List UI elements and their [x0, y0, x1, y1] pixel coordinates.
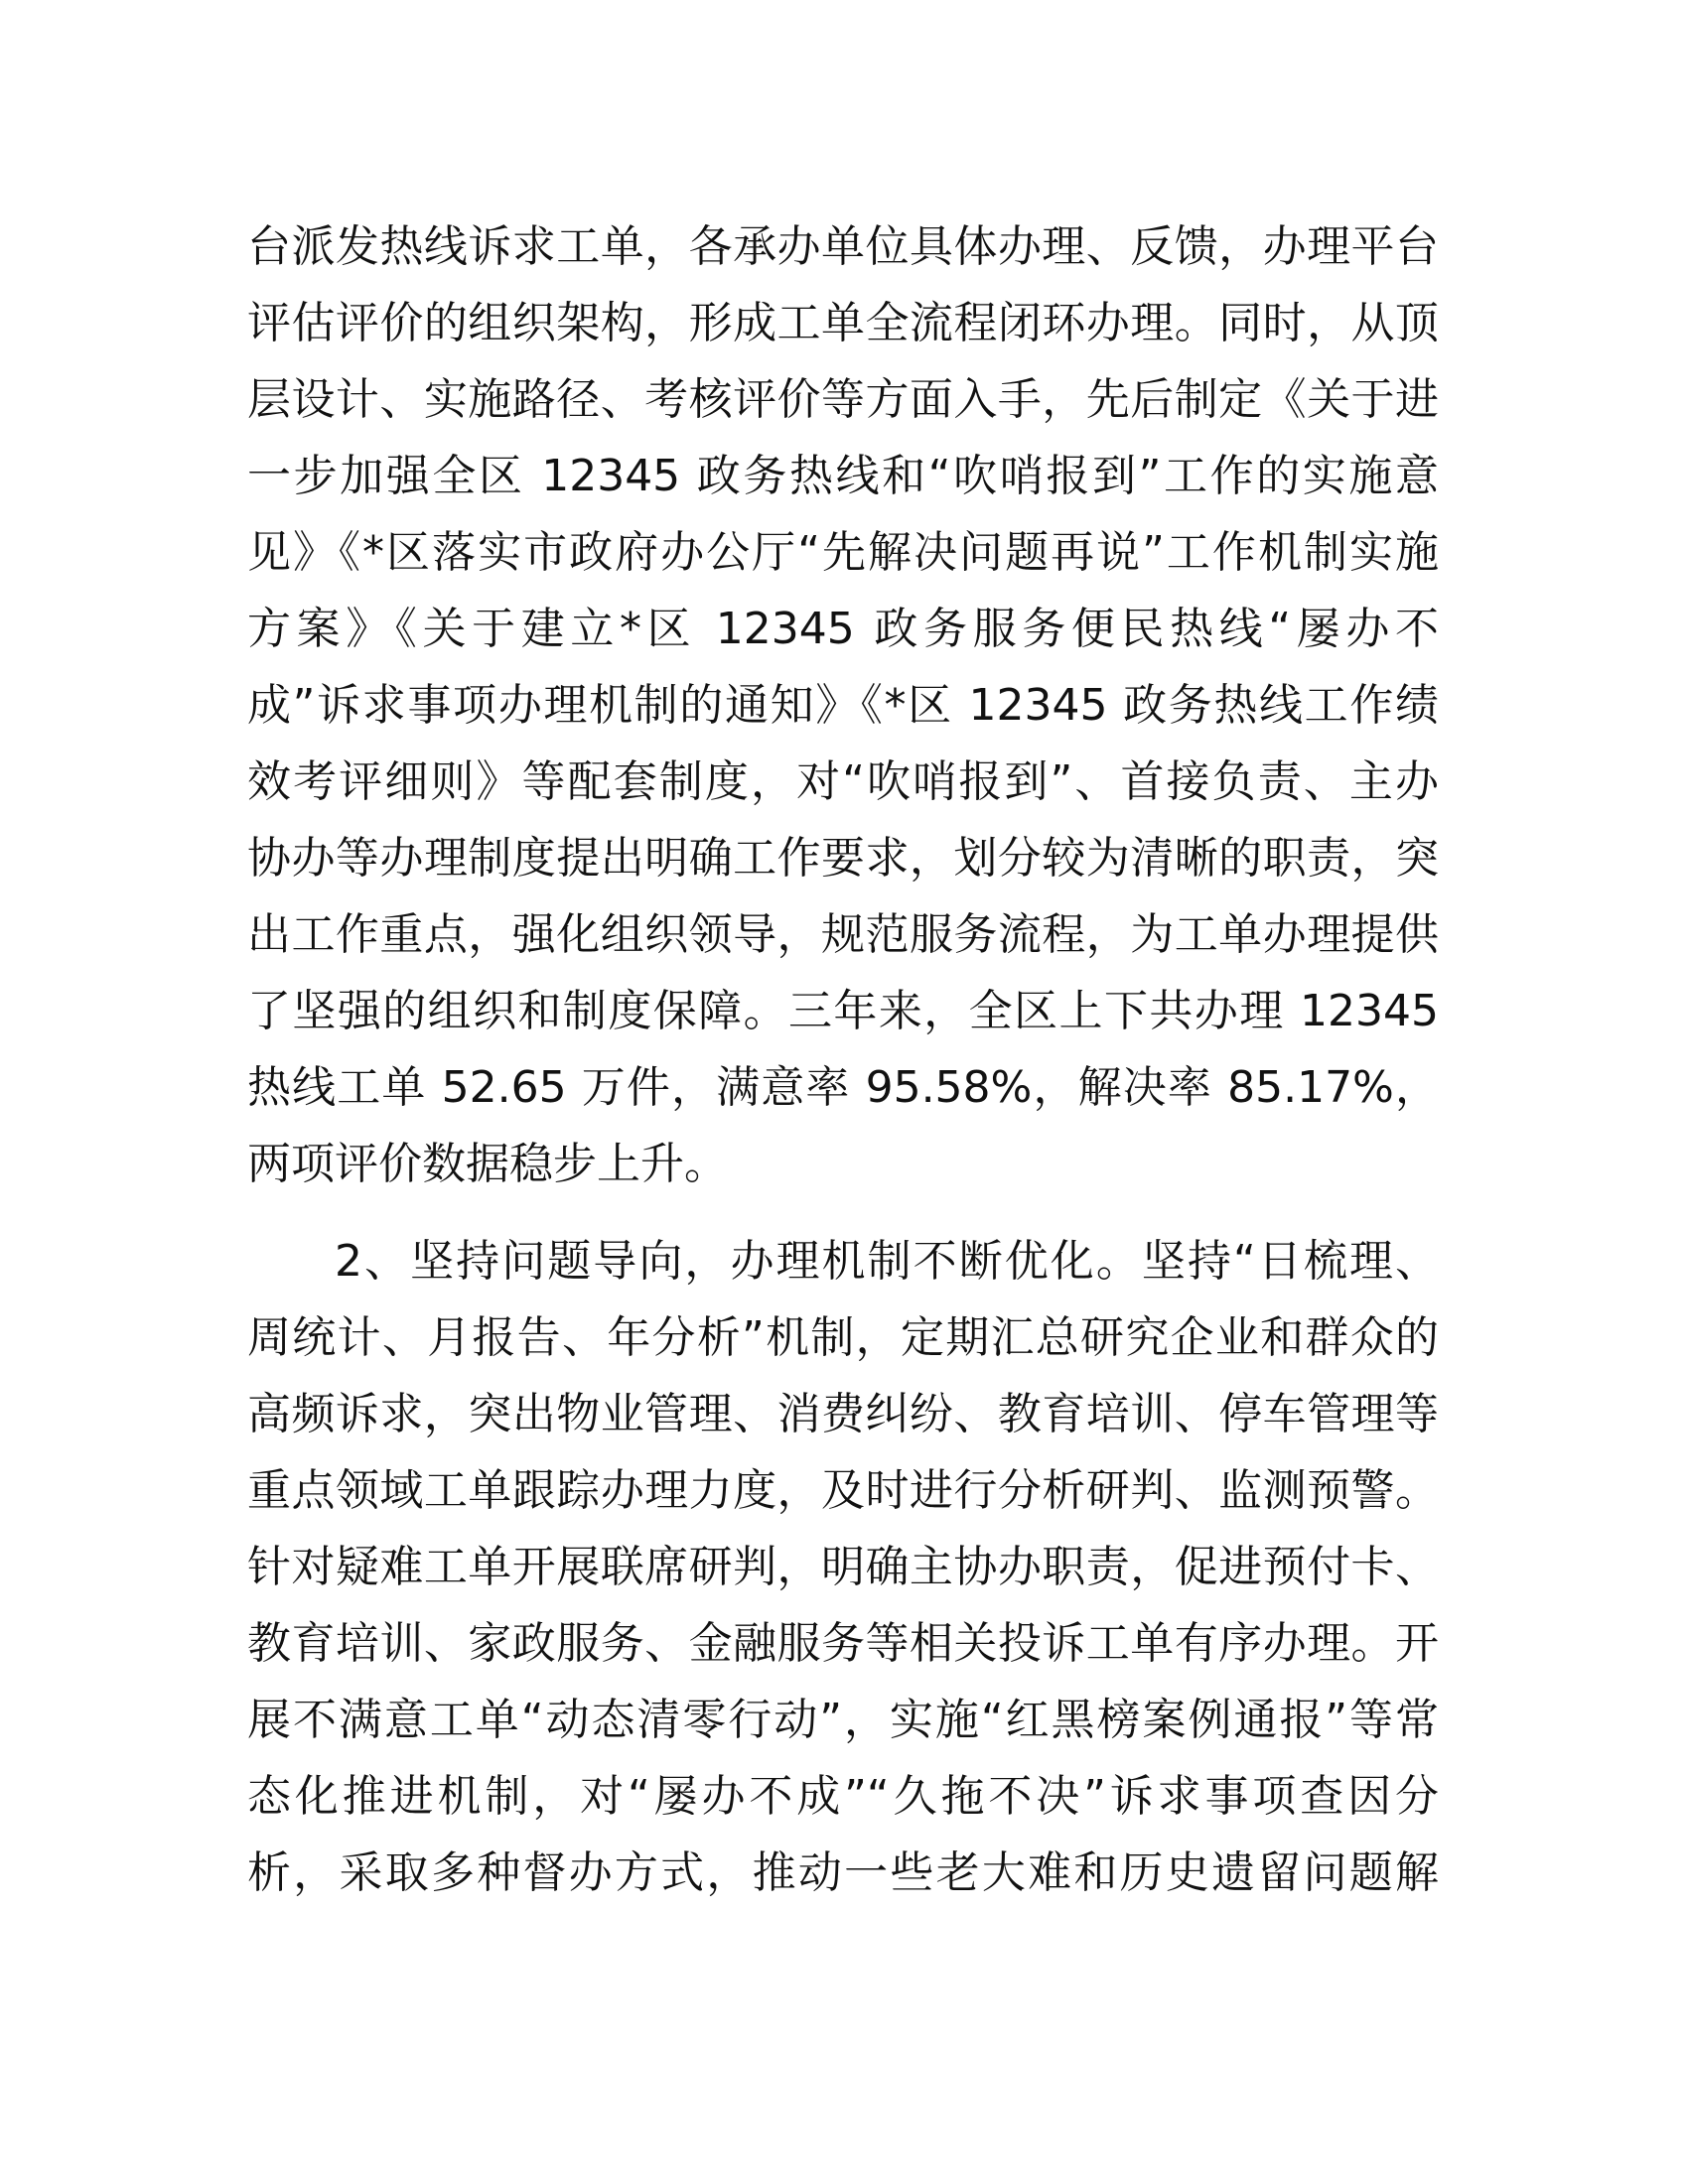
paragraph-problem-oriented — [247, 1223, 1439, 1911]
text-line: 层设计、实施路径、考核评价等方面入手，先后制定《关于进 — [247, 374, 1439, 425]
text-line: 针对疑难工单开展联席研判，明确主协办职责，促进预付卡、 — [247, 1542, 1439, 1592]
text-line: 两项评价数据稳步上升。 — [247, 1139, 728, 1189]
text-line: 高频诉求，突出物业管理、消费纠纷、教育培训、停车管理等 — [247, 1389, 1439, 1439]
text-line: 重点领域工单跟踪办理力度，及时进行分析研判、监测预警。 — [247, 1465, 1439, 1516]
text-line: 成”诉求事项办理机制的通知》《*区 12345 政务热线工作绩 — [247, 680, 1439, 731]
text-line: 方案》《关于建立*区 12345 政务服务便民热线“屡办不 — [247, 604, 1439, 654]
text-line: 评估评价的组织架构，形成工单全流程闭环办理。同时，从顶 — [247, 298, 1439, 348]
text-line: 了坚强的组织和制度保障。三年来，全区上下共办理 12345 — [247, 986, 1439, 1036]
text-line: 台派发热线诉求工单，各承办单位具体办理、反馈，办理平台 — [247, 221, 1439, 272]
text-line: 一步加强全区 12345 政务热线和“吹哨报到”工作的实施意 — [247, 451, 1439, 501]
text-line: 热线工单 52.65 万件，满意率 95.58%，解决率 85.17%， — [247, 1062, 1439, 1113]
text-line: 见》《*区落实市政府办公厅“先解决问题再说”工作机制实施 — [247, 527, 1439, 578]
text-line: 2、坚持问题导向，办理机制不断优化。坚持“日梳理、 — [335, 1236, 1439, 1287]
text-line: 协办等办理制度提出明确工作要求，划分较为清晰的职责，突 — [247, 833, 1439, 884]
text-line: 析，采取多种督办方式，推动一些老大难和历史遗留问题解 — [247, 1847, 1439, 1898]
text-line: 效考评细则》等配套制度，对“吹哨报到”、首接负责、主办 — [247, 756, 1439, 807]
text-line: 态化推进机制，对“屡办不成”“久拖不决”诉求事项查因分 — [247, 1771, 1439, 1822]
text-line: 周统计、月报告、年分析”机制，定期汇总研究企业和群众的 — [247, 1312, 1439, 1363]
text-line: 展不满意工单“动态清零行动”，实施“红黑榜案例通报”等常 — [247, 1695, 1439, 1745]
paragraph-hotline-mechanism — [247, 208, 1439, 1202]
text-line: 出工作重点，强化组织领导，规范服务流程，为工单办理提供 — [247, 909, 1439, 960]
text-line: 教育培训、家政服务、金融服务等相关投诉工单有序办理。开 — [247, 1618, 1439, 1669]
